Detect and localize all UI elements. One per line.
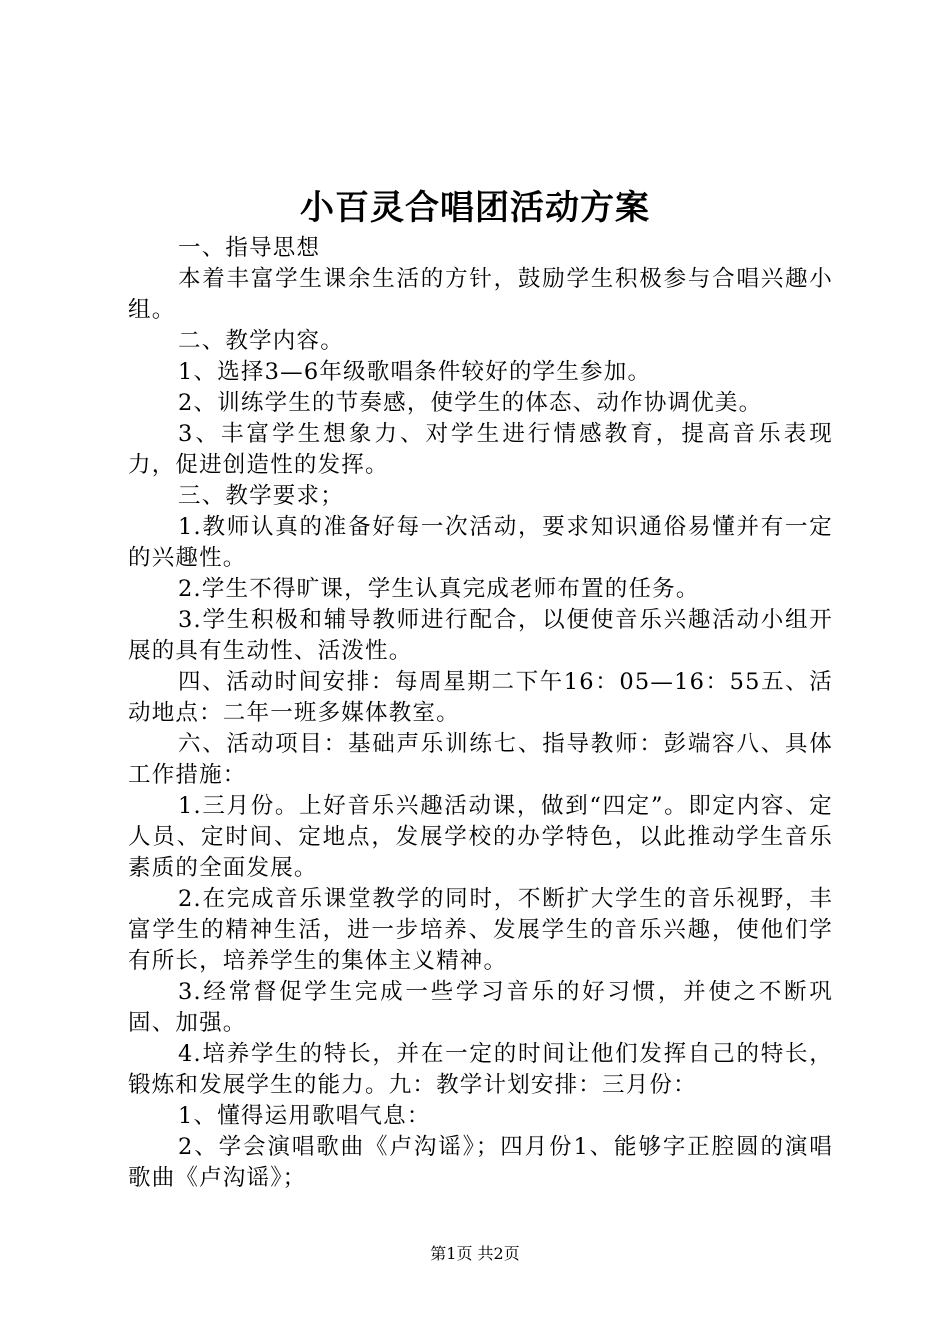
- paragraph: 二、教学内容。: [178, 328, 344, 354]
- paragraph: 1、懂得运用歌唱气息：: [178, 1103, 431, 1129]
- paragraph: 本着丰富学生课余生活的方针，鼓励学生积极参与合唱兴趣小组。: [128, 266, 833, 323]
- paragraph: 2.学生不得旷课，学生认真完成老师布置的任务。: [178, 576, 700, 602]
- paragraph: 4.培养学生的特长，并在一定的时间让他们发挥自己的特长，锻炼和发展学生的能力。九：教学计划安排：三月份：: [128, 1041, 833, 1098]
- paragraph: 三、教学要求；: [178, 483, 344, 509]
- paragraph: 四、活动时间安排：每周星期二下午16：05—16：55五、活动地点：二年一班多媒体教室。: [128, 669, 833, 726]
- paragraph: 六、活动项目：基础声乐训练七、指导教师：彭端容八、具体工作措施：: [128, 731, 833, 788]
- document-body: [128, 233, 833, 1194]
- paragraph: 3、丰富学生想象力、对学生进行情感教育，提高音乐表现力，促进创造性的发挥。: [128, 421, 833, 478]
- paragraph: 2.在完成音乐课堂教学的同时，不断扩大学生的音乐视野，丰富学生的精神生活，进一步培养、发展学生的音乐兴趣，使他们学有所长，培养学生的集体主义精神。: [128, 886, 833, 974]
- paragraph: 一、指导思想: [178, 235, 321, 261]
- paragraph: 1.教师认真的准备好每一次活动，要求知识通俗易懂并有一定的兴趣性。: [128, 514, 833, 571]
- paragraph: 1、选择3—6年级歌唱条件较好的学生参加。: [178, 359, 652, 385]
- page-number-footer: 第1页 共2页: [430, 1244, 520, 1263]
- paragraph: 2、学会演唱歌曲《卢沟谣》；四月份1、能够字正腔圆的演唱歌曲《卢沟谣》；: [128, 1134, 833, 1191]
- paragraph: 1.三月份。上好音乐兴趣活动课，做到“四定”。即定内容、定人员、定时间、定地点，发展学校的办学特色，以此推动学生音乐素质的全面发展。: [128, 793, 833, 881]
- paragraph: 3.经常督促学生完成一些学习音乐的好习惯，并使之不断巩固、加强。: [128, 979, 833, 1036]
- paragraph: 3.学生积极和辅导教师进行配合，以便使音乐兴趣活动小组开展的具有生动性、活泼性。: [128, 607, 833, 664]
- document-title: 小百灵合唱团活动方案: [300, 188, 650, 228]
- paragraph: 2、训练学生的节奏感，使学生的体态、动作协调优美。: [178, 390, 763, 416]
